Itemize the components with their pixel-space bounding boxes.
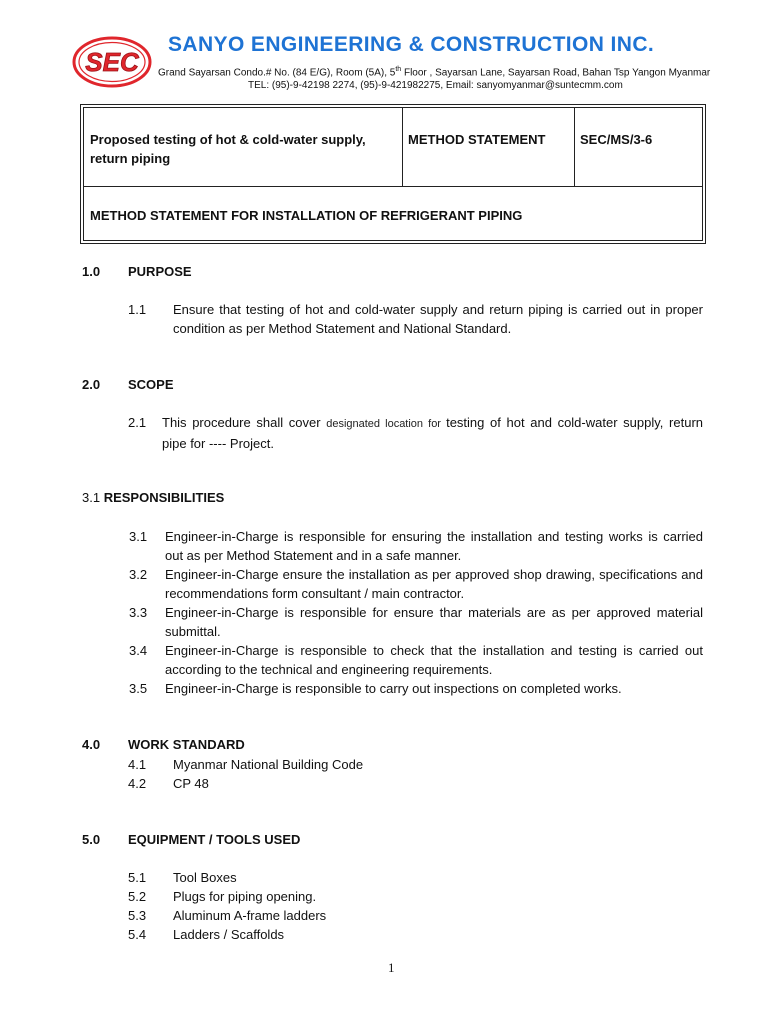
item-number: 3.2	[129, 567, 148, 582]
responsibility-text: Engineer-in-Charge ensure the installation as per approved shop drawing, specifications and recommendations form consultant / main contractor.	[165, 567, 703, 601]
section-number: 4.0	[82, 737, 101, 752]
table-divider	[402, 108, 403, 186]
item-number: 3.4	[129, 643, 148, 658]
section-title-equipment: EQUIPMENT / TOOLS USED	[128, 832, 301, 847]
item-number: 5.1	[128, 870, 147, 885]
section-title-purpose: PURPOSE	[128, 264, 192, 279]
responsibility-text: Engineer-in-Charge is responsible for ensuring the installation and testing works is carried out as per Method Statement and in a safe manner.	[165, 529, 703, 563]
scope-text-small: designated location for	[326, 418, 447, 430]
scope-text-part-1: This procedure shall cover	[162, 415, 327, 430]
item-number: 3.1	[129, 529, 148, 544]
responsibility-text: Engineer-in-Charge is responsible for ensure thar materials are as per approved material submittal.	[165, 605, 703, 639]
section-title-work-standard: WORK STANDARD	[128, 737, 245, 752]
table-divider	[574, 108, 575, 186]
document-number: SEC/MS/3-6	[580, 132, 653, 147]
address-part-2: Floor , Sayarsan Lane, Sayarsan Road, Bahan Tsp Yangon Myanmar	[401, 67, 711, 79]
page-number: 1	[388, 960, 395, 975]
document-type: METHOD STATEMENT	[408, 132, 546, 147]
section-title-scope: SCOPE	[128, 377, 174, 392]
address-part-1: Grand Sayarsan Condo.# No. (84 E/G), Room (5A), 5	[158, 67, 396, 79]
section-number: 2.0	[82, 377, 101, 392]
title-block-table	[80, 104, 706, 244]
responsibility-text: Engineer-in-Charge is responsible to check that the installation and testing is carried out according to the technical and engineering requirements.	[165, 643, 703, 677]
item-number: 2.1	[128, 415, 147, 430]
scope-item-text	[162, 413, 703, 453]
scope-text-part-2: testing of hot and cold-water supply, return pipe for ---- Project.	[162, 415, 704, 451]
company-name: SANYO ENGINEERING & CONSTRUCTION INC.	[168, 33, 655, 56]
logo-text: SEC	[85, 47, 139, 77]
equipment-item-text: Aluminum A-frame ladders	[173, 908, 327, 923]
section-number: 1.0	[82, 264, 101, 279]
equipment-item-text: Tool Boxes	[173, 870, 237, 885]
standard-item-text: Myanmar National Building Code	[173, 757, 364, 772]
address-floor-suffix: th	[395, 66, 402, 73]
document-subject: Proposed testing of hot & cold-water supply, return piping	[90, 132, 366, 166]
table-divider	[84, 186, 702, 187]
purpose-item-text: Ensure that testing of hot and cold-water supply and return piping is carried out in proper condition as per Method Statement and National Standard.	[173, 302, 703, 336]
section-title-text: RESPONSIBILITIES	[103, 490, 225, 505]
document-title: METHOD STATEMENT FOR INSTALLATION OF REFRIGERANT PIPING	[90, 208, 523, 223]
item-number: 5.4	[128, 927, 147, 942]
equipment-item-text: Ladders / Scaffolds	[173, 927, 285, 942]
sec-logo	[72, 36, 152, 88]
item-number: 4.2	[128, 776, 147, 791]
item-number: 5.3	[128, 908, 147, 923]
item-number: 1.1	[128, 302, 147, 317]
equipment-item-text: Plugs for piping opening.	[173, 889, 317, 904]
item-number: 4.1	[128, 757, 147, 772]
item-number: 5.2	[128, 889, 147, 904]
section-number: 3.1	[82, 490, 101, 505]
standard-item-text: CP 48	[173, 776, 209, 791]
section-title-responsibilities	[82, 488, 224, 507]
item-number: 3.5	[129, 681, 148, 696]
company-contact: TEL: (95)-9-42198 2274, (95)-9-421982275, Email: sanyomyanmar@suntecmm.com	[248, 80, 623, 91]
item-number: 3.3	[129, 605, 148, 620]
section-number: 5.0	[82, 832, 101, 847]
title-block-inner	[83, 107, 703, 241]
company-address	[158, 66, 710, 78]
responsibility-text: Engineer-in-Charge is responsible to carry out inspections on completed works.	[165, 681, 622, 696]
